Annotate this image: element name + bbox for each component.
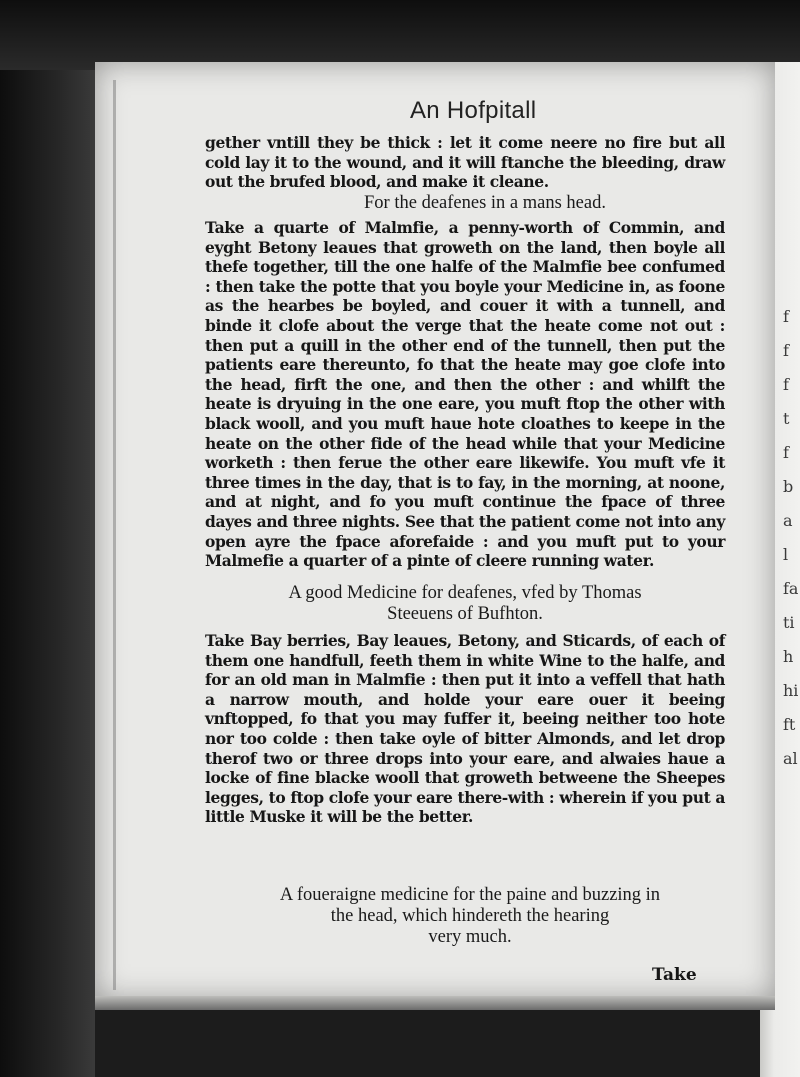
catchword: Take xyxy=(652,965,697,985)
facing-letter: h xyxy=(783,647,794,666)
facing-letter: ft xyxy=(783,715,796,734)
facing-letter: ti xyxy=(783,613,795,632)
running-head: An Hofpitall xyxy=(410,97,537,124)
facing-letter: fa xyxy=(783,579,799,598)
facing-letter: f xyxy=(783,443,789,462)
facing-letter: a xyxy=(783,511,793,530)
facing-page-letters xyxy=(783,300,800,776)
dark-background-left xyxy=(0,0,95,1077)
page-content xyxy=(205,95,765,995)
facing-letter: f xyxy=(783,375,789,394)
paragraph-deafenes-remedy: Take a quarte of Malmfie, a penny-worth of Commin, and eyght Betony leaues that groweth on the land, then boyle all thefe together, till the one halfe of the Malmfie bee confumed : then take the potte that you boyle your Medicine in, as foone as the hearbes be boyled, and couer it with a tunnell, and binde it clofe about the verge that the heate come not out : then put a quill in the other end of the tunnell, then put the patients eare thereunto, fo that the heate may goe clofe into the head, firft the one, and then the other : and whilft the heate is dryuing in the one eare, you muft ftop the other with black wooll, and you muft haue hote cloathes to keepe in the heate on the other fide of the head while that your Medicine worketh : then ferue the other eare likewife. You muft vfe it three times in the day, that is to fay, in the morning, at noone, and at night, and fo you muft continue the fpace of three dayes and three nights. See that the patient come not into any open ayre the fpace aforefaide : and you muft put to your Malmefie a quarter of a pinte of cleere running water. xyxy=(205,218,725,571)
facing-letter: hi xyxy=(783,681,799,700)
facing-letter: t xyxy=(783,409,790,428)
page-bottom-edge xyxy=(95,996,775,1010)
paragraph-wound-remedy: gether vntill they be thick : let it come neere no fire but all cold lay it to the wound, and it will ftanche the bleeding, draw out the brufed blood, and make it cleane. xyxy=(205,133,725,192)
heading-deafenes: For the deafenes in a mans head. xyxy=(364,193,606,213)
facing-letter: b xyxy=(783,477,794,496)
facing-letter: f xyxy=(783,307,789,326)
dark-background-top xyxy=(0,0,800,70)
page-gutter xyxy=(113,80,116,990)
facing-letter: al xyxy=(783,749,798,768)
facing-letter: f xyxy=(783,341,789,360)
heading-thomas-steeuens: A good Medicine for deafenes, vfed by Thomas Steeuens of Bufhton. xyxy=(288,583,642,624)
facing-letter: l xyxy=(783,545,789,564)
paragraph-steeuens-remedy: Take Bay berries, Bay leaues, Betony, and Sticards, of each of them one handfull, feeth them in white Wine to the halfe, and for an old man in Malmfie : then put it into a veffell that hath a narrow mouth, and holde your eare ouer it beeing vnftopped, fo that you may fuffer it, beeing neither too hote nor too colde : then take oyle of bitter Almonds, and let drop therof two or three drops into your eare, and alwaies haue a locke of fine blacke wooll that groweth betweene the Sheepes legges, to ftop clofe your eare there-with : wherein if you put a little Muske it will be the better. xyxy=(205,631,725,827)
heading-foueraigne-medicine: A foueraigne medicine for the paine and buzzing in the head, which hindereth the hearing very much. xyxy=(279,885,661,947)
